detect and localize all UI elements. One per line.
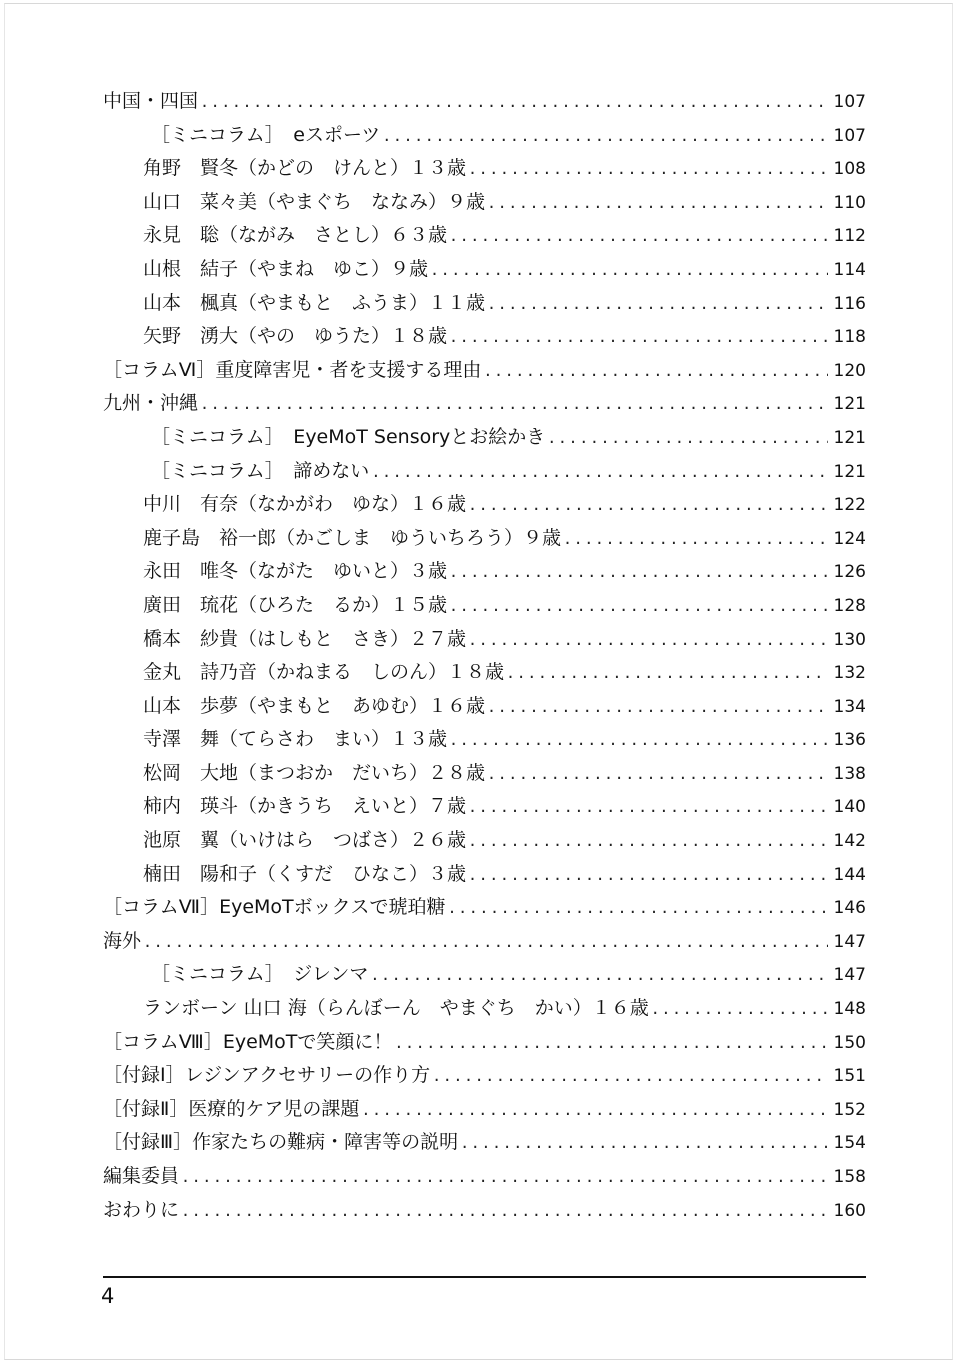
- dot-leader: [371, 456, 827, 490]
- toc-entry: [103, 1059, 866, 1093]
- toc-entry-page: 128: [833, 595, 866, 616]
- dot-leader: [468, 791, 828, 825]
- toc-entry: [103, 656, 866, 690]
- dot-leader: [361, 1094, 827, 1128]
- toc-entry-page: 126: [833, 562, 866, 583]
- toc-entry-page: 108: [833, 159, 866, 180]
- toc-entry-page: 136: [833, 730, 866, 751]
- toc-entry-title: ［付録Ⅰ］レジンアクセサリーの作り方: [103, 1064, 431, 1087]
- toc-entry: [103, 1126, 866, 1160]
- toc-entry: [103, 1194, 866, 1228]
- toc-entry-page: 110: [833, 192, 866, 213]
- dot-leader: [483, 355, 827, 389]
- toc-entry: [103, 253, 866, 287]
- toc-entry-title: ［コラムⅥ］重度障害児・者を支援する理由: [103, 358, 482, 381]
- toc-entry-title: ［コラムⅧ］EyeMoTで笑顔に！: [103, 1030, 393, 1053]
- dot-leader: [547, 422, 827, 456]
- dot-leader: [394, 1027, 827, 1061]
- toc-entry: [103, 757, 866, 791]
- dot-leader: [468, 859, 828, 893]
- toc-entry-page: 120: [833, 360, 866, 381]
- toc-entry: [103, 891, 866, 925]
- dot-leader: [181, 1161, 828, 1195]
- toc-entry: [103, 690, 866, 724]
- toc-entry-title: 柿内 瑛斗（かきうち えいと）７歳: [143, 795, 467, 818]
- toc-entry-page: 114: [833, 259, 866, 280]
- toc-entry-page: 107: [833, 92, 866, 112]
- toc-entry-page: 124: [833, 528, 866, 549]
- toc-entry-page: 130: [833, 629, 866, 650]
- toc-entry: [103, 455, 866, 489]
- toc-entry: [103, 421, 866, 455]
- dot-leader: [460, 1127, 827, 1161]
- toc-entry-title: 矢野 湧大（やの ゆうた）１８歳: [143, 325, 448, 348]
- toc-entry-page: 138: [833, 763, 866, 784]
- dot-leader: [143, 926, 828, 960]
- page-number: 4: [101, 1284, 115, 1308]
- toc-entry: [103, 287, 866, 321]
- toc-entry-title: 中国・四国: [103, 90, 199, 112]
- toc-entry-page: 134: [833, 696, 866, 717]
- toc-entry-page: 154: [833, 1133, 866, 1154]
- toc-entry-page: 147: [833, 965, 866, 986]
- dot-leader: [449, 321, 828, 355]
- dot-leader: [370, 959, 827, 993]
- toc-entry-page: 122: [833, 495, 866, 516]
- dot-leader: [449, 724, 828, 758]
- toc-entry: [103, 488, 866, 522]
- toc-entry-page: 116: [833, 293, 866, 314]
- dot-leader: [651, 993, 828, 1027]
- toc-entry-page: 118: [833, 327, 866, 348]
- toc-entry: [103, 1160, 866, 1194]
- dot-leader: [563, 523, 828, 557]
- dot-leader: [382, 120, 827, 154]
- toc-entry-title: 廣田 琉花（ひろた るか）１５歳: [143, 593, 448, 616]
- toc-entry-title: おわりに: [103, 1198, 180, 1221]
- toc-entry-title: ［ミニコラム］ 諦めない: [151, 459, 370, 482]
- toc-entry: [103, 219, 866, 253]
- toc-entry: [103, 1026, 866, 1060]
- toc-entry-page: 132: [833, 663, 866, 684]
- dot-leader: [487, 288, 828, 322]
- toc-entry-page: 142: [833, 831, 866, 852]
- toc-entry-title: 中川 有奈（なかがわ ゆな）１６歳: [143, 493, 467, 516]
- toc-entry-title: 海外: [103, 929, 142, 952]
- dot-leader: [200, 388, 828, 422]
- toc-entry-title: ［付録Ⅱ］医療的ケア児の課題: [103, 1097, 360, 1120]
- toc-entry: [103, 85, 866, 119]
- toc-entry-title: 編集委員: [103, 1165, 180, 1187]
- toc-entry: [103, 824, 866, 858]
- toc-entry-title: 橋本 紗貴（はしもと さき）２７歳: [143, 627, 467, 650]
- toc-entry: [103, 387, 866, 421]
- toc-entry: [103, 152, 866, 186]
- toc-entry-title: 楠田 陽和子（くすだ ひなこ）３歳: [143, 862, 467, 885]
- dot-leader: [468, 153, 828, 187]
- toc-entry: [103, 555, 866, 589]
- toc-entry-title: 永見 聡（ながみ さとし）６３歳: [143, 224, 448, 247]
- dot-leader: [449, 590, 828, 624]
- toc-entry: [103, 119, 866, 153]
- toc-entry-page: 148: [833, 999, 866, 1020]
- toc-entry-title: ［付録Ⅲ］作家たちの難病・障害等の説明: [103, 1131, 459, 1154]
- toc-entry-page: 151: [833, 1066, 866, 1087]
- dot-leader: [468, 624, 828, 658]
- toc-entry-page: 121: [833, 427, 866, 448]
- dot-leader: [449, 220, 828, 254]
- toc-entry: [103, 992, 866, 1026]
- toc-entry-title: ［ミニコラム］ ジレンマ: [151, 963, 369, 986]
- toc-entry: [103, 320, 866, 354]
- toc-entry-page: 158: [833, 1167, 866, 1187]
- toc-entry-title: 鹿子島 裕一郎（かごしま ゆういちろう）９歳: [143, 526, 562, 549]
- dot-leader: [468, 825, 828, 859]
- toc-entry-title: ランボーン 山口 海（らんぼーん やまぐち かい）１６歳: [143, 997, 649, 1020]
- toc-entry-title: ［ミニコラム］ eスポーツ: [151, 123, 381, 146]
- toc-entry-title: 角野 賢冬（かどの けんと）１３歳: [143, 157, 467, 180]
- dot-leader: [430, 254, 828, 288]
- toc-entry-page: 121: [833, 394, 866, 415]
- dot-leader: [447, 892, 827, 926]
- dot-leader: [432, 1060, 827, 1094]
- dot-leader: [200, 86, 828, 120]
- toc-entry-title: ［ミニコラム］ EyeMoT Sensoryとお絵かき: [151, 425, 546, 448]
- toc-entry-title: ［コラムⅦ］EyeMoTボックスで琥珀糖: [103, 896, 446, 919]
- toc-entry-page: 140: [833, 797, 866, 818]
- toc-entry: [103, 623, 866, 657]
- toc-entry-title: 山根 結子（やまね ゆこ）９歳: [143, 257, 429, 280]
- toc-entry-title: 松岡 大地（まつおか だいち）２８歳: [143, 761, 486, 784]
- toc-entry-title: 池原 翼（いけはら つばさ）２６歳: [143, 829, 467, 852]
- toc-entry-title: 九州・沖縄: [103, 392, 199, 415]
- toc-entry: [103, 589, 866, 623]
- toc-entry: [103, 723, 866, 757]
- toc-entry-page: 121: [833, 461, 866, 482]
- toc-entry: [103, 354, 866, 388]
- toc-entry-page: 144: [833, 864, 866, 885]
- dot-leader: [506, 657, 828, 691]
- footer-rule: [103, 1276, 866, 1278]
- dot-leader: [449, 556, 828, 590]
- dot-leader: [487, 187, 828, 221]
- toc-entry-page: 150: [833, 1032, 866, 1053]
- toc-entry-page: 147: [833, 931, 866, 952]
- toc-entry-title: 山口 菜々美（やまぐち ななみ）９歳: [143, 190, 486, 213]
- dot-leader: [487, 758, 828, 792]
- dot-leader: [181, 1195, 828, 1229]
- toc-entry: [103, 958, 866, 992]
- toc-entry-title: 山本 歩夢（やまもと あゆむ）１６歳: [143, 694, 486, 717]
- toc-entry-page: 152: [833, 1099, 866, 1120]
- toc-entry: [103, 522, 866, 556]
- toc-entry: [103, 186, 866, 220]
- toc-entry-page: 107: [833, 125, 866, 146]
- toc-entry-title: 永田 唯冬（ながた ゆいと）３歳: [143, 560, 448, 583]
- table-of-contents: [103, 85, 866, 1227]
- toc-entry: [103, 1093, 866, 1127]
- dot-leader: [487, 691, 828, 725]
- dot-leader: [468, 489, 828, 523]
- toc-entry-page: 160: [833, 1200, 866, 1221]
- toc-entry: [103, 790, 866, 824]
- toc-entry: [103, 858, 866, 892]
- toc-entry-title: 金丸 詩乃音（かねまる しのん）１８歳: [143, 661, 505, 684]
- toc-entry-title: 山本 楓真（やまもと ふうま）１１歳: [143, 291, 486, 314]
- toc-entry-title: 寺澤 舞（てらさわ まい）１３歳: [143, 728, 448, 751]
- toc-entry-page: 112: [833, 226, 866, 247]
- toc-entry-page: 146: [833, 898, 866, 919]
- toc-entry: [103, 925, 866, 959]
